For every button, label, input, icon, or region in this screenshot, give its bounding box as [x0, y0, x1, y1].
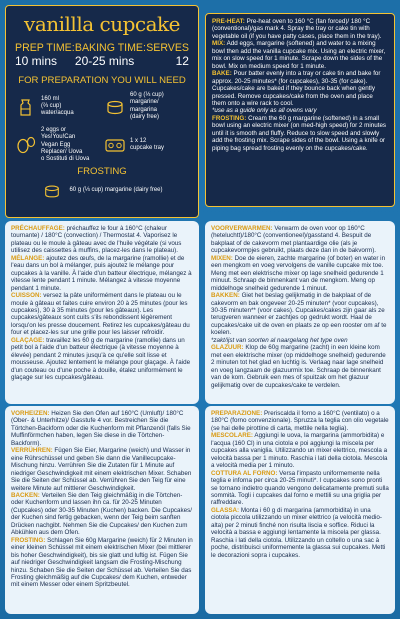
step-heading: CUISSON: — [11, 292, 42, 300]
step-text: Pour batter evenly into a tray or cake tin and bake for approx. 20-25 minutes* (for cupcakes), 30-35 (for cake). Cupcakes/cake are baked if they bounce back when gently pressed. Remove cupcakes/cake from the oven and place them onto a wire rack to cool. — [212, 70, 381, 107]
instructions-italian — [205, 406, 395, 614]
prep-time-value: 10 mins — [15, 54, 58, 68]
ingredient-text: 2 eggs or Yes!You!Can Vegan Egg Replacer/ Uova o Sostituti di Uova — [41, 127, 90, 163]
ingredient-item — [104, 92, 189, 121]
instruction-step — [212, 115, 388, 152]
step-text: versez la pâte uniformément dans le plateau ou le moule à gâteau et faites cuire environ 20 à 25 minutes (pour les cupcakes), 30 à 35 minutes (pour les gâteaux). Les cupcakes/gâteaux sont cuits s'ils rebondissent légèrement lorsqu'on les presse doucement. Retirez les cupcakes/gâteau du four et placez-les sur une grille pour les laisser refroidir. — [11, 292, 190, 337]
step-heading: BAKKEN: — [211, 292, 240, 300]
step-heading: MIXEN: — [211, 254, 233, 262]
instruction-step — [212, 70, 388, 107]
frosting-text: 60 g (⅓ cup) margarine (dairy free) — [69, 187, 163, 194]
instruction-step — [11, 537, 193, 589]
instruction-step — [211, 507, 389, 559]
step-text: Schlagen Sie 60g Margarine (weich) für 2 Minuten in einer kleinen Schüssel mit einem elektrischen Mixer (bei mittlerer bis hoher Geschwindigkeit), bis sie glatt und luftig ist. Fügen Sie auf niedriger Geschwindigkeit langsam die Frosting-Mischung hinzu. Schaben Sie die Seiten der Schüssel ab. Verteilen Sie das Frosting gleichmäßig auf die Cupcakes/ dem Kuchen, entweder mit einem Messer oder einem Spritzbeutel. — [11, 536, 193, 589]
step-text: ajoutez des œufs, de la margarine (ramollie) et de l'eau dans un bol à mélanger, puis ajoutez le mélange pour cupcakes à la vanille. À l'aide d'un batteur électrique, mélangez à vitesse lente pendant 1 minute. Mélangez à vitesse moyenne pendant 1 minute. — [11, 254, 192, 292]
step-text: travaillez les 60 g de margarine (ramollie) dans un petit bol à l'aide d'un batteur électrique (à vitesse moyenne à élevée) pendant 2 minutes jusqu'à ce qu'elle soit lisse et mousseuse. Ajoutez lentement le mélange pour glaçage. À l'aide d'un couteau ou d'une poche à douille, étalez uniformément le glaçage sur les cupcakes/gâteau. — [11, 336, 191, 382]
step-text: Monta i 60 g di margarina (ammorbidita) in una ciotola piccola utilizzando un mixer elettrico (a velocità medio-alta) per 2 minuti finché non risulta liscia e soffice. Riduci la velocità a bassa e aggiungi lentamente la miscela per glassa. Raschia i lati della ciotola. Utilizzando un coltello o una sac à poche, distribuisci uniformemente la glassa sui cupcakes. Metti le decorazioni sopra i cupcakes. — [211, 506, 386, 559]
instructions-dutch — [205, 221, 395, 404]
prep-time-label: PREP TIME: — [15, 42, 75, 54]
step-heading: FROSTING: — [11, 536, 46, 544]
baking-time-label: BAKING TIME: — [74, 42, 146, 54]
step-heading: VORHEIZEN: — [11, 410, 50, 417]
margarine-tub-icon — [104, 97, 126, 117]
baking-time-value: 20-25 mins — [74, 54, 135, 68]
ingredient-item — [15, 92, 100, 121]
instruction-step — [211, 344, 389, 389]
step-heading: GLAÇAGE: — [11, 336, 45, 344]
step-heading: MÉLANGE: — [11, 254, 45, 262]
step-text: Pre-heat oven to 160 °C (fan forced)/ 180 °C (conventional)/gas mark 4. Spray the tray or cake tin with vegetable oil (if you have patty cases, place them in the tray). — [212, 18, 382, 40]
margarine-tub-icon — [41, 181, 63, 201]
egg-replacer-icon — [15, 135, 37, 155]
step-heading: COTTURA AL FORNO: — [211, 469, 278, 477]
step-heading: BACKEN: — [11, 491, 40, 499]
baking-time — [75, 42, 146, 69]
instructions-french — [5, 221, 199, 404]
step-heading: FROSTING: — [212, 114, 247, 122]
instructions-english — [205, 13, 395, 207]
step-text: Cream the 60 g margarine (softened) in a small bowl using an electric mixer (on med-high speed) for 2 minutes until it is smooth and fluffy. Reduce to slow speed and slowly add the frosting mix. Scrape sides of the bowl. Using a knife or piping bag spread frosting evenly on the cupcakes/cake. — [212, 114, 387, 152]
step-text: Preriscalda il forno a 160°C (ventilato) o a 180°C (forno convenzionale). Spruzza la teglia con olio vegetale (se hai delle pirottine di carta, mettile nella teglia). — [211, 410, 389, 432]
step-heading: VERRÜHREN: — [11, 447, 53, 455]
step-text: préchauffez le four à 160°C (chaleur tournante) / 180°C (convection) / Thermostat 4. Vaporisez le plateau ou le moule à gâteau avec de l'huile végétale (si vous utilisez des caissettes à muffins, placez-les dans le plateau). — [11, 225, 182, 255]
instruction-step — [211, 470, 389, 507]
instruction-step — [212, 40, 388, 70]
time-info-row — [15, 42, 189, 69]
ingredient-text: 160 ml (⅔ cup) water/acqua — [41, 95, 74, 117]
step-heading: MESCOLARE: — [211, 432, 254, 440]
step-text: Add eggs, margarine (softened) and water to a mixing bowl then add the vanilla cupcake mix. Using an electric mixer, mix on slow speed for 1 minute. Scrape down the sides of the bowl. Mix on medium speed for 1 minute. — [212, 40, 386, 70]
step-text: Verteilen Sie den Teig gleichmäßig in die Törtchen- oder Kuchenform und lassen ihn ca. für 20-25 Minuten (Cupcakes) oder 30-35 Minuten (Kuchen) backen. Die Cupcakes/ der Kuchen sind fertig gebacken, wenn der Teig beim sanften Drücken nachgibt. Nehmen Sie die Cupcakes/ den Kuchen zum Abkühlen aus dem Ofen. — [11, 491, 192, 537]
instruction-step — [11, 337, 193, 382]
ingredient-item — [104, 127, 189, 163]
instruction-step — [11, 225, 193, 255]
ingredient-text: 60 g (⅓ cup) margarine/ margarina (dairy free) — [130, 92, 164, 120]
step-heading: VOORVERWARMEN: — [211, 225, 273, 232]
recipe-header-card — [5, 5, 199, 218]
recipe-title: vanillla cupcake — [24, 12, 180, 36]
step-heading: GLAZUUR: — [211, 344, 244, 352]
step-text: Aggiungi le uova, la margarina (ammorbidita) e l'acqua (160 Cl) in una ciotola e poi aggiungi la miscela per cupcakes alla vaniglia. Utilizzando un mixer elettrico, mescola a velocità bassa per 1 minuto. Raschia i lati della ciotola. Mescola a velocità media per 1 minuto. — [211, 432, 388, 470]
step-text: Heizen Sie den Ofen auf 160°C (Umluft)/ 180°C (Ober- & Unterhitze)/ Gasstufe 4 vor. Bestreichen Sie die Törtchen-Backform oder die Kuchenform mit Pflanzenöl (falls Sie Muffinförmchen haben, legen Sie diese in die Törtchen-Backform). — [11, 410, 191, 447]
step-text: Giet het beslag gelijkmatig in de bakplaat of de cakevorm en bak ongeveer 20-25 minuten* (voor cupcakes), 30-35 minuten** (voor cakes). Cupcakes/cakes zijn gaar als ze terugveren wanneer er zachtjes op gedrukt wordt. Haal de cupcakes/cake uit de oven en plaats ze op een rooster om af te koelen. — [211, 292, 387, 337]
serves-value: 12 — [175, 54, 189, 68]
instruction-step — [211, 410, 389, 432]
step-text: Versa l'impasto uniformemente nella teglia e inforna per circa 20-25 minuti*. I cupcakes sono pronti se tornano indietro quando vengono delicatamente premuti sulla sommità. Togli i cupcakes dal forno e mettili su una griglia per raffreddare. — [211, 469, 389, 507]
step-heading: PRÉCHAUFFAGE: — [11, 225, 65, 232]
instruction-step: *zakt/ijst van soorten al naargelang het type oven — [211, 336, 348, 344]
instruction-step — [11, 410, 193, 447]
instructions-german — [5, 406, 199, 614]
instruction-step — [11, 292, 193, 337]
instruction-step — [11, 492, 193, 537]
instruction-step — [211, 432, 389, 469]
frosting-ingredient — [15, 181, 189, 201]
milk-jug-icon — [15, 97, 37, 117]
step-text: Klop de 60g margarine (zacht) in een kleine kom met een elektrische mixer (op middelhoge snelheid) gedurende 2 minuten tot het glad en luchtig is. Verlaag naar lage snelheid en voeg langzaam de glazuurmix toe. Schraap de binnenkant van de kom. Gebruik een mes of spuitzak om het glazuur gelijkmatig over de cupcakes/cake te verdelen. — [211, 344, 386, 389]
serves — [146, 42, 189, 69]
instruction-step — [211, 225, 389, 255]
step-heading: PREPARAZIONE: — [211, 410, 263, 417]
instruction-step — [11, 447, 193, 492]
preparation-heading: FOR PREPARATION YOU WILL NEED — [18, 75, 186, 86]
serves-label: SERVES — [146, 42, 189, 54]
instruction-step: *use as a guide only as all ovens vary — [212, 107, 317, 115]
instruction-step — [211, 255, 389, 292]
cupcake-tray-icon — [104, 135, 126, 155]
ingredient-grid — [15, 92, 189, 164]
frosting-heading: FROSTING — [77, 165, 127, 177]
step-text: Verwarm de oven voor op 160°C (heteluchtt)/180°C (conventioneel)/gasstand 4. Bespuit de bakplaat of de cakevorm met plantaardige olie (als je cupcakevormpjes gebruikt, plaats deze dan in de bakvorm). — [211, 225, 377, 255]
step-heading: PRE-HEAT: — [212, 18, 245, 25]
instruction-step — [11, 255, 193, 292]
step-heading: GLASSA: — [211, 506, 240, 514]
ingredient-text: 1 x 12 cupcake tray — [130, 138, 165, 152]
step-heading: MIX: — [212, 40, 226, 48]
ingredient-item — [15, 127, 100, 163]
step-text: Fügen Sie Eier, Margarine (weich) und Wasser in eine Rührschüssel und geben Sie dann die Vanillecupcake-Mischung hinzu. Verrühren Sie die Zutaten für 1 Minute auf niedriger Geschwindigkeit mit einem elektrischen Mixer. Schaben Sie die Seiten der Schüssel ab. Verrühren Sie den Teig für eine weitere Minute auf mittlerer Geschwindigkeit. — [11, 447, 192, 492]
step-text: Doe de eieren, zachte margarine (of boter) en water in een mengkom en voeg vervolgens de vanille cupcake mix toe. Meng met een elektrische mixer op lage snelheid gedurende 1 minuut. Schraap de binnenkant van de mengkom. Meng op middelhoge snelheid gedurende 1 minuut. — [211, 254, 386, 292]
instruction-step — [212, 18, 388, 40]
prep-time — [15, 42, 75, 69]
instruction-step — [211, 292, 389, 337]
step-heading: BAKE: — [212, 70, 232, 78]
